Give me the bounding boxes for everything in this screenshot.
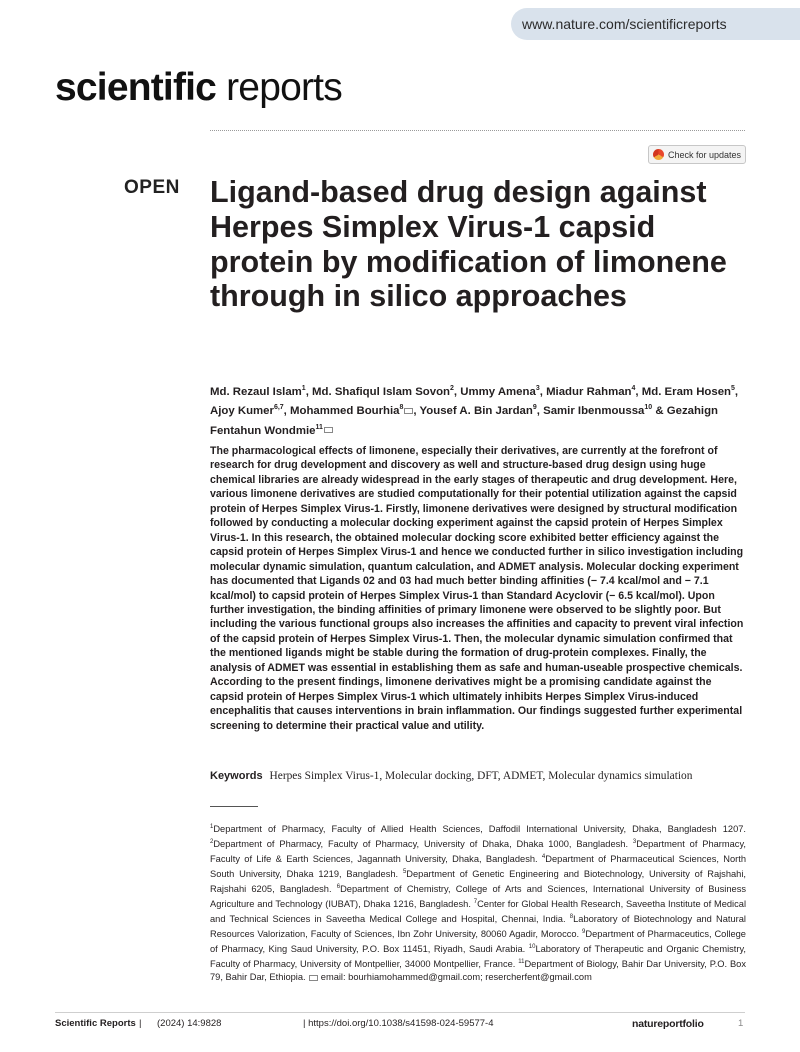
email-label: email: — [318, 972, 349, 983]
keywords-text: Herpes Simplex Virus-1, Molecular docking, DFT, ADMET, Molecular dynamics simulation — [269, 770, 693, 782]
affiliation-text: Department of Pharmacy, Faculty of Life & Earth Sciences, Jagannath University, Dhaka, Bangladesh. — [210, 839, 746, 865]
affiliation-number: 8 — [569, 914, 574, 921]
affiliation-text: Laboratory of Therapeutic and Organic Chemistry, Faculty of Pharmacy, University of Montpellier, 34000 Montpellier, France. — [210, 944, 747, 970]
affiliation-number: 6 — [336, 884, 341, 891]
abstract: The pharmacological effects of limonene, especially their derivatives, are currently at the forefront of research for drug development and discovery as well and structure-based drug design using huge chemical libraries are already widespread in the early stages of therapeutic and drug development. Here, various limonene derivatives are studied computationally for their potential utilization against the capsid protein of Herpes Simplex Virus-1. Firstly, limonene derivatives were designed by structural modification followed by conducting a molecular docking experiment against the capsid protein of Herpes Simplex Virus-1. In this research, the obtained molecular docking score exhibited better efficiency against the capsid protein of Herpes Simplex Virus-1 and hence we conducted further in silico investigation including molecular dynamic simulation, quantum calculation, and ADMET analysis. Molecular docking experiment has documented that Ligands 02 and 03 had much better binding affinities (− 7.4 kcal/mol and − 7.1 kcal/mol) to capsid protein of Herpes Simplex Virus-1 than Standard Acyclovir (− 6.5 kcal/mol). Upon further investigation, the binding affinities of primary limonene were observed to be slightly poor. But including the various functional groups also increases the affinities and capacity to prevent viral infection of the capsid protein of Herpes Simplex Virus-1. Then, the molecular dynamic simulation confirmed that the mentioned ligands might be stable during the formation of drug-protein complexes. Finally, the analysis of ADMET was essential in establishing them as safe and human-useable prospective chemicals. According to the present findings, limonene derivatives might be a promising candidate against the capsid protein of Herpes Simplex Virus-1 which ultimately inhibits Herpes Simplex Virus-induced encephalitis that causes interventions in brain inflammation. Our findings suggested further experimental screening to determine their practical value and utility. — [210, 445, 744, 732]
open-access-label: OPEN — [124, 177, 180, 198]
author-name[interactable]: Samir Ibenmoussa — [543, 405, 645, 418]
affiliation-text: Department of Pharmaceutical Sciences, North South University, Dhaka 1219, Bangladesh. — [210, 854, 746, 880]
logo-bold-part: scientific — [55, 66, 217, 109]
page-number: 1 — [738, 1018, 744, 1029]
author-name[interactable]: Md. Rezaul Islam — [210, 385, 302, 398]
footer-doi-link[interactable]: | https://doi.org/10.1038/s41598-024-59577-4 — [303, 1018, 494, 1029]
author-name[interactable]: Miadur Rahman — [546, 385, 632, 398]
check-for-updates-button[interactable] — [648, 145, 746, 164]
affiliation-text: Department of Pharmacy, Faculty of Allied Health Sciences, Daffodil International University, Dhaka, Bangladesh 1207. — [213, 824, 746, 835]
affiliation-number: 5 — [402, 869, 407, 876]
author-list: Md. Rezaul Islam$^1$, Md. Shafiqul Islam Sovon$^2$, Ummy Amena$^3$, Miadur Rahman$^4$, Md. Eram Hosen$^5$, Ajoy Kumer$^{6,7}$, Mohammed Bourhia$^8$ , Yousef A. Bin Jardan$^9$, Samir Ibenmoussa$^{10}$ & Gezahign Fentahun Wondmie$^{11}$ — [210, 385, 739, 437]
check-updates-label: Check for updates — [668, 149, 742, 160]
logo-light-part: reports — [226, 66, 342, 109]
keywords-section — [210, 770, 750, 782]
author-affiliation-ref: 10 — [644, 404, 653, 412]
author-name[interactable]: Ajoy Kumer — [210, 405, 274, 418]
footer-separator: | — [139, 1018, 142, 1029]
keywords-label: Keywords — [210, 770, 263, 782]
header-divider — [210, 130, 745, 131]
publisher-logo: natureportfolio — [632, 1018, 704, 1030]
author-affiliation-ref: 6,7 — [273, 404, 284, 412]
corresponding-author-email-icon[interactable] — [404, 408, 413, 414]
journal-url-tab[interactable]: www.nature.com/scientificreports — [511, 8, 800, 40]
affiliation-number: 10 — [528, 944, 536, 951]
article-title: Ligand-based drug design against Herpes Simplex Virus-1 capsid protein by modification of limonene through in silico approaches — [210, 175, 727, 314]
corresponding-author-email-icon[interactable] — [324, 427, 333, 433]
affiliation-text: Center for Global Health Research, Saveetha Institute of Medical and Technical Sciences in Saveetha Medical College and Hospital, Chennai, India. — [210, 899, 747, 925]
affiliation-text: Department of Pharmacy, Faculty of Pharmacy, University of Dhaka, Dhaka 1000, Bangladesh. — [213, 839, 633, 850]
author-affiliation-ref: 3 — [535, 385, 540, 392]
author-affiliation-ref: 8 — [399, 404, 404, 412]
affiliation-number: 7 — [473, 899, 478, 906]
affiliation-text: Department of Genetic Engineering and Biotechnology, University of Rajshahi, Rajshahi 6205, Bangladesh. — [210, 869, 746, 895]
footer-divider — [55, 1012, 745, 1013]
author-name[interactable]: Md. Shafiqul Islam Sovon — [312, 385, 451, 398]
author-affiliation-ref: 2 — [450, 385, 454, 392]
author-affiliation-ref: 1 — [301, 385, 306, 392]
affiliation-number: 1 — [210, 824, 214, 830]
contact-emails[interactable]: bourhiamohammed@gmail.com; resercherfent@gmail.com — [348, 972, 592, 983]
journal-logo — [55, 66, 342, 110]
email-icon — [309, 975, 318, 981]
affiliations-divider — [210, 806, 258, 807]
author-name[interactable]: Mohammed Bourhia — [290, 405, 400, 418]
affiliation-text: Department of Biology, Bahir Dar University, P.O. Box 79, Bahir Dar, Ethiopia. — [210, 959, 746, 983]
affiliation-number: 3 — [632, 839, 637, 846]
affiliation-number: 11 — [518, 959, 525, 966]
affiliation-number: 9 — [582, 929, 586, 936]
affiliation-number: 2 — [210, 839, 214, 846]
affiliation-text: Laboratory of Biotechnology and Natural Resources Valorization, Faculty of Sciences, Ibn Zohr University, 80060 Agadir, Morocco. — [210, 914, 746, 940]
author-affiliation-ref: 9 — [532, 404, 537, 412]
affiliation-text: Department of Chemistry, College of Arts and Sciences, International University of Business Agriculture and Technology (IUBAT), Dhaka 1216, Bangladesh. — [210, 884, 746, 910]
author-name[interactable]: Gezahign Fentahun Wondmie — [210, 405, 719, 437]
affiliation-text: Department of Pharmaceutics, College of Pharmacy, King Saud University, P.O. Box 11451, Riyadh, Saudi Arabia. — [210, 929, 746, 955]
author-affiliation-ref: 5 — [731, 385, 735, 392]
crossmark-icon — [653, 149, 664, 160]
author-name[interactable]: Ummy Amena — [460, 385, 536, 398]
author-name[interactable]: Md. Eram Hosen — [641, 385, 732, 398]
footer-journal: Scientific Reports — [55, 1018, 136, 1029]
author-name[interactable]: Yousef A. Bin Jardan — [419, 405, 533, 418]
author-affiliation-ref: 11 — [315, 423, 323, 431]
author-affiliation-ref: 4 — [631, 385, 636, 392]
footer-volume: (2024) 14:9828 — [157, 1018, 222, 1029]
affiliations — [210, 821, 746, 984]
affiliation-number: 4 — [541, 854, 546, 861]
